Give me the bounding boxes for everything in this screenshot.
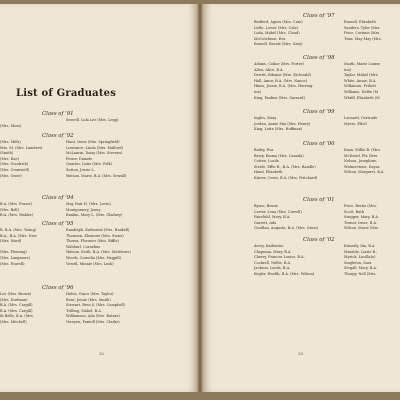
graduate-name: (Mrs. Moss): [0, 123, 22, 128]
left-page: [0, 4, 197, 392]
graduate-name: Steele, Effie R., B.A. (Mrs. Randle): [254, 164, 316, 169]
graduate-name: Carter, Lena (Mrs. Carroll): [254, 209, 302, 214]
graduate-name: Nelson, Josephine,: [344, 159, 378, 164]
graduate-name: Quarles, Lutie (Mrs. Polk): [66, 162, 112, 167]
graduate-name: Stewart, Bess S. (Mrs. Campbell): [66, 303, 125, 308]
class-heading: Class of '97: [303, 13, 335, 19]
graduate-name: Leonard, Gertrude: [344, 116, 378, 120]
graduate-name: th Belle, B.A. (Mrs.: [0, 314, 34, 319]
graduate-name: Adams, Coline (Mrs. Porter): [254, 62, 304, 66]
graduate-name: ton): [344, 67, 352, 72]
graduate-name: Stegall, Mary, B.A.: [344, 266, 378, 271]
graduate-name: Trilling, Mabel, B.A.: [66, 308, 102, 313]
graduate-row: [203, 96, 400, 102]
graduate-name: Hand, Elizabeth: [254, 170, 283, 175]
class-heading: Class of '91: [42, 111, 74, 117]
graduate-name: Wilkinson, Pribett: [344, 84, 376, 89]
graduate-row: [203, 272, 400, 278]
graduate-name: B.A., B.A. (Mrs. New: [0, 233, 37, 238]
graduate-name: Lee (Mrs. Brown): [0, 292, 32, 296]
graduate-name: Chapman, Mary, B.A.: [254, 249, 292, 254]
graduate-name: ton): [254, 89, 262, 94]
graduate-name: McLaurin, Daisy (Mrs. Stevens): [66, 151, 123, 156]
class-section: [0, 284, 197, 326]
page-number-right: 33: [298, 351, 304, 356]
graduate-name: Swigger, Mary, B.A.: [344, 215, 379, 220]
graduate-name: McCutcheon, Eva: [254, 36, 286, 41]
class-heading: Class of '01: [303, 197, 335, 203]
graduate-name: Allen, Alice, B.A.: [254, 67, 284, 72]
graduate-name: Goodlan, Augusta, B.A. (Mrs. Gross): [254, 226, 319, 231]
graduate-name: Fairchild, Mary, B.A.: [254, 215, 291, 220]
graduate-name: Loda, Mabel (Mrs. Cloud): [254, 31, 300, 36]
graduate-name: White, Annie, B.A.: [344, 78, 377, 83]
graduate-name: King, Pauline (Mrs. Garrard): [254, 95, 305, 100]
graduate-name: (Mrs. Cromwell): [0, 167, 30, 172]
class-section: [203, 196, 400, 232]
graduate-name: Jackson, Louds, B.A.: [254, 266, 291, 271]
graduate-name: McDavid, Fla (Mrs.: [344, 153, 379, 158]
right-page: [203, 4, 400, 392]
graduate-row: [0, 174, 197, 180]
graduate-name: (Mrs. Ward): [0, 239, 22, 244]
graduate-name: Mrs. M. (Mrs. Lambert): [0, 145, 43, 150]
graduate-name: Wahburl, Cornelius: [66, 244, 101, 249]
class-section: [0, 132, 197, 179]
graduate-name: (Mrs. Ozier): [0, 173, 22, 178]
class-section: [203, 236, 400, 278]
graduate-name: Turner, Irene, B.A.: [344, 220, 378, 225]
graduate-name: Kegler, Health, B.A. (Mrs. Wilson): [254, 271, 315, 276]
graduate-name: (Mrs. Mills): [0, 140, 21, 144]
graduate-name: Bedford, Agnes (Mrs. Cain): [254, 20, 303, 24]
graduate-name: (Mrs. Goodrich): [0, 162, 29, 167]
class-section: [203, 108, 400, 133]
graduate-row: [0, 262, 197, 268]
graduate-name: Avery, Katherine: [254, 244, 284, 248]
graduate-name: (Mrs. Dorfman): [0, 297, 28, 302]
graduate-name: Smith, Marie Louise: [344, 62, 381, 66]
class-section: [0, 194, 197, 219]
graduate-name: B.A. (Mrs. Cargill): [0, 308, 33, 313]
graduate-name: Garrett, Ada: [254, 220, 277, 225]
class-heading: Class of '98: [303, 55, 335, 61]
graduate-name: Watson, Keith, B.A. (Mrs. Matthews): [66, 250, 131, 255]
graduate-name: Dewitt, Ribanie (Mrs. Eichwald): [254, 73, 312, 78]
graduate-name: Vereyen, Pantell (Mrs. Clarke): [66, 319, 120, 324]
graduate-name: Scott, Ruth: [344, 209, 365, 214]
graduate-name: Watson, Marie, B.A. (Mrs. Sewall): [66, 173, 127, 178]
graduate-row: [0, 320, 197, 326]
graduate-name: Sanders, Tyler (Mrs.: [344, 25, 381, 30]
graduate-name: Williamson, Ada (Mrs. Batner): [66, 314, 120, 319]
graduate-name: Hines, Jessie, B.A. (Mrs. Herring-: [254, 84, 314, 89]
class-section: [0, 110, 197, 129]
class-section: [203, 54, 400, 101]
graduate-name: Berry, Emma (Mrs. Canada): [254, 153, 304, 158]
graduate-name: Price, Corinne (Mrs.: [344, 31, 381, 36]
graduate-name: Kirnerly, Ida, B.A.: [344, 244, 376, 248]
class-section: [0, 220, 197, 267]
graduate-name: Myrick, Lucilla(e): [344, 255, 376, 260]
graduate-name: Seavell, Lula Lee (Mrs. Legg): [66, 118, 119, 122]
graduate-name: B.A. (Mrs. Mahler): [0, 213, 34, 218]
graduate-name: Byrne, Bessie: [254, 204, 279, 208]
graduate-name: (Smith): [0, 151, 14, 156]
graduate-name: Williams, Nellie (M: [344, 89, 379, 94]
graduate-name: Hall, Amor, B.A. (Mrs. Nance): [254, 78, 307, 83]
graduate-name: (Mrs. Fleming): [0, 250, 27, 255]
graduate-name: Rankin, Mary L. (Mrs. Gladney): [66, 213, 123, 218]
page-title: List of Graduates: [16, 88, 117, 99]
class-heading: Class of '94: [42, 195, 74, 201]
graduate-name: (Mrs. Mitchell): [0, 319, 27, 324]
page-number-left: 32: [99, 351, 105, 356]
graduate-name: Sutton, Jessie L.: [66, 167, 95, 172]
graduate-name: Cherry, Frances Louise, B.A.: [254, 255, 305, 260]
graduate-name: Marable, Lizzie B.,: [344, 249, 378, 254]
graduate-name: Taylor, Mabel (Mrs.: [344, 73, 379, 78]
graduate-name: Wilson, Marie (Mrs.: [344, 226, 380, 231]
graduate-name: (Mrs. Rae): [0, 156, 19, 161]
graduate-name: Cockrell, Nellie, B.A.: [254, 260, 292, 265]
graduate-name: Jordan, Annie Mai (Mrs. Henry): [254, 121, 311, 126]
graduate-name: Knox, Millie B. (Mrs.: [344, 148, 381, 152]
graduate-name: Hunt, Irene (Mrs. Springfield): [66, 140, 120, 144]
graduate-row: [0, 213, 197, 219]
graduate-name: Singleton, Sara: [344, 260, 372, 265]
class-heading: Class of '99: [303, 109, 335, 115]
graduate-name: Russell, Beside (Mrs. Gary): [254, 42, 303, 47]
class-heading: Class of '92: [42, 133, 74, 139]
graduate-row: [203, 127, 400, 133]
graduate-name: Widnerstone, Daysa: [344, 164, 380, 169]
graduate-name: Bailey, Eva: [254, 148, 274, 152]
class-heading: Class of '96: [42, 285, 74, 291]
class-heading: Class of '95: [42, 221, 74, 227]
graduate-name: Woods, Cornelia (Mrs. Hegpill): [66, 255, 122, 260]
class-heading: Class of '00: [303, 141, 335, 147]
graduate-name: Myers, Ethel: [344, 121, 367, 126]
graduate-name: May Hair H. (Mrs. Levin): [66, 202, 111, 206]
graduate-name: Kinver, Corra, B.A. (Mrs. Pritchard): [254, 175, 318, 180]
class-section: [203, 12, 400, 48]
graduate-name: Rose, Jessie (Mrs. Smith): [66, 297, 111, 302]
graduate-name: Randolph, Katherine (Mrs. Haskell): [66, 228, 130, 232]
graduate-name: Wilson, Margaret, B.A: [344, 170, 384, 175]
graduate-name: (Mrs. Langmore): [0, 255, 31, 260]
graduate-name: Helen, Grace (Mrs. Taylor): [66, 292, 114, 296]
graduate-name: Thorns, Florence (Mrs. Riffle): [66, 239, 119, 244]
graduate-name: Lowrance, Linda (Mrs. Malford): [66, 145, 123, 150]
class-heading: Class of '02: [303, 237, 335, 243]
graduate-row: [0, 124, 197, 130]
graduate-name: Tims, May May (Mrs.: [344, 36, 382, 41]
graduate-row: [203, 226, 400, 232]
graduate-name: Thomsen, Eleanore (Mrs. Stone): [66, 233, 124, 238]
graduate-name: Whitfl, Elizabeth (M: [344, 95, 380, 100]
graduate-name: Ingles, Mary: [254, 116, 277, 120]
graduate-name: Thorpy, Nell (Mrs.: [344, 271, 377, 276]
graduate-name: Montgomery, Jenny: [66, 207, 101, 212]
graduate-row: [203, 42, 400, 48]
graduate-name: (Mrs. Howell): [0, 261, 25, 266]
graduate-name: B.A. (Mrs. Cargill): [0, 303, 33, 308]
graduate-name: (Mrs. Bell): [0, 207, 19, 212]
graduate-name: R. B.A. (Mrs. Young): [0, 228, 37, 232]
graduate-row: [203, 176, 400, 182]
graduate-name: Cotten, Lucile: [254, 159, 279, 164]
graduate-name: King, Lotte (Mrs. Hoffman): [254, 127, 303, 132]
class-section: [203, 140, 400, 182]
graduate-name: Little, Lower (Mrs. Cole): [254, 25, 298, 30]
graduate-name: Price, Bertie (Mrs.: [344, 204, 377, 208]
graduate-name: Power, Damele: [66, 156, 93, 161]
graduate-name: B.A. (Mrs. Fraser): [0, 202, 33, 206]
book-spread: [0, 4, 400, 392]
graduate-name: Yowell, Minnie (Mrs. Lusk): [66, 261, 114, 266]
graduate-name: Russell, Elizabeth: [344, 20, 376, 24]
